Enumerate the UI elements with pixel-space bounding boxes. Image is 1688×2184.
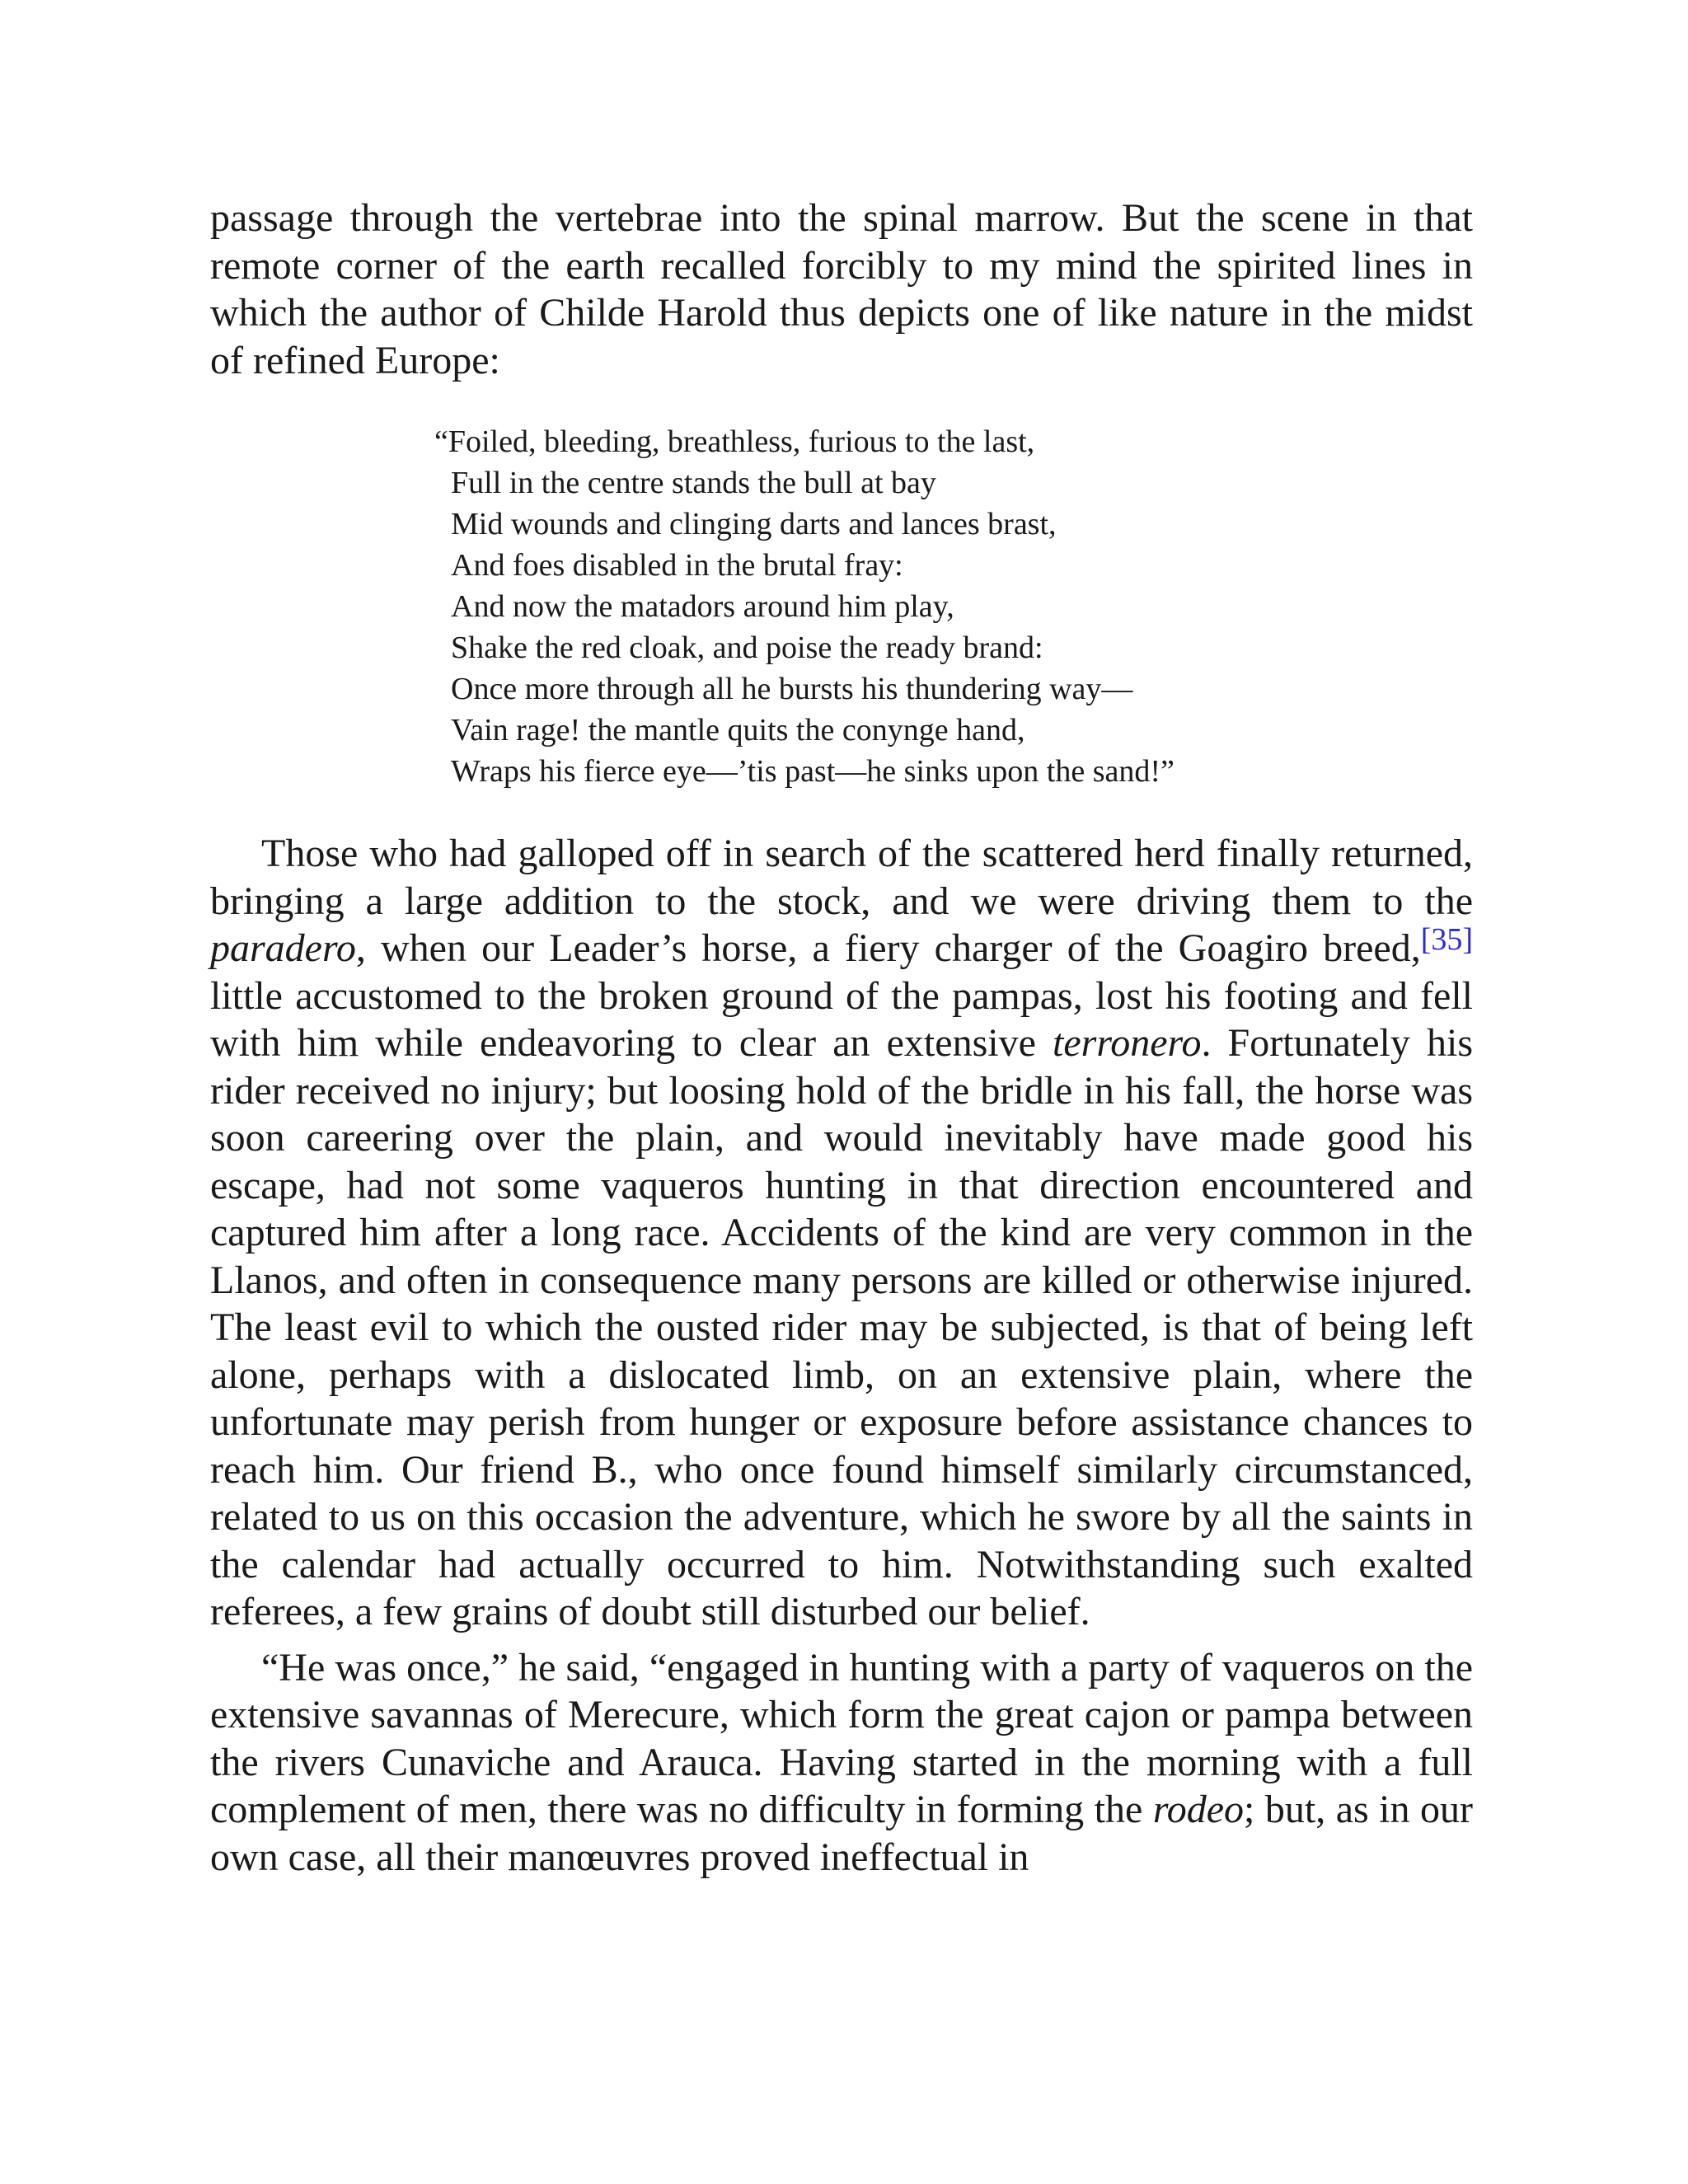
italic-term: terronero — [1053, 1021, 1202, 1065]
poem-line: And now the matadors around him play, — [451, 589, 954, 624]
text-run: . Fortunately his rider received no injury; but loosing hold of the bridle in his fall, the horse was soon careering over the plain, and would inevitably have made good his escape, had not some vaqueros hunting in that direction encountered and captured him after a long race. Accidents of the kind are very common in the Llanos, and often in consequence many persons are killed or otherwise injured. The least evil to which the ousted rider may be subjected, is that of being left alone, perhaps with a dislocated limb, on an extensive plain, where the unfortunate may perish from hunger or exposure before assistance chances to reach him. Our friend B., who once found himself similarly circumstanced, related to us on this occasion the adventure, which he swore by all the saints in the calendar had actually occurred to him. Notwithstanding such exalted referees, a few grains of doubt still disturbed our belief. — [210, 1021, 1473, 1633]
poem-line: Vain rage! the mantle quits the conynge hand, — [451, 713, 1025, 748]
text-run: Those who had galloped off in search of the scattered herd finally returned, bringing a large addition to the stock, and we were driving them to the — [210, 832, 1473, 923]
poem-line: Full in the centre stands the bull at bay — [451, 466, 936, 500]
text-run: little accustomed to the broken ground of the pampas, lost his footing and fell with him while endeavoring to clear an extensive — [210, 973, 1473, 1065]
footnote-link[interactable]: [35] — [1420, 922, 1473, 957]
page-content — [210, 194, 1473, 1881]
text-run: “He was once,” he said, “engaged in hunting with a party of vaqueros on the extensive savannas of Merecure, which form the great cajon or pampa between the rivers Cunaviche and Arauca. Having started in the morning with a full complement of men, there was no difficulty in forming the — [210, 1645, 1473, 1831]
italic-term: paradero — [210, 926, 356, 970]
poem-line: “Foiled, bleeding, breathless, furious to the last, — [434, 424, 1035, 459]
paragraph-1: passage through the vertebrae into the spinal marrow. But the scene in that remote corner of the earth recalled forcibly to my mind the spirited lines in which the author of Childe Harold thus depicts one of like nature in the midst of refined Europe: — [210, 196, 1473, 382]
paragraph-2 — [210, 830, 1473, 1636]
poem-line: Shake the red cloak, and poise the ready brand: — [451, 630, 1043, 665]
italic-term: rodeo — [1152, 1788, 1245, 1831]
poem-line: Mid wounds and clinging darts and lances brast, — [451, 507, 1057, 541]
text-run: ; but, as in our own case, all their manœuvres proved ineffectual in — [210, 1788, 1474, 1879]
poem-line: And foes disabled in the brutal fray: — [451, 548, 903, 583]
poem-quote — [434, 421, 1473, 792]
paragraph-3 — [210, 1644, 1473, 1882]
poem-line: Once more through all he bursts his thundering way— — [451, 672, 1133, 706]
text-run: , when our Leader’s horse, a fiery charger of the Goagiro breed, — [355, 926, 1421, 970]
poem-line: Wraps his fierce eye—’tis past—he sinks upon the sand!” — [451, 754, 1175, 789]
